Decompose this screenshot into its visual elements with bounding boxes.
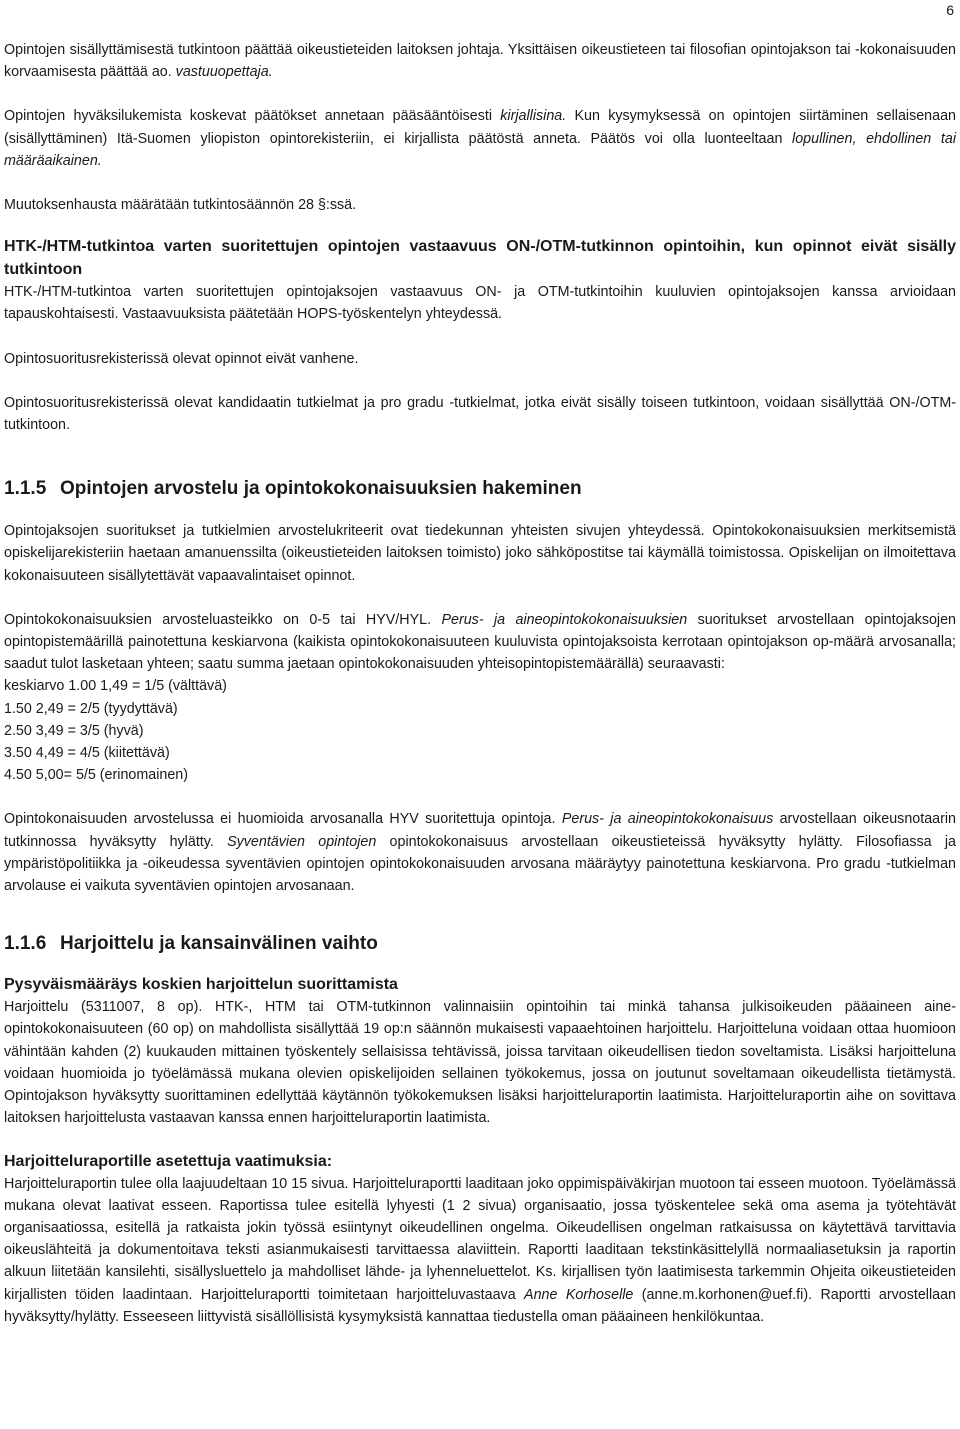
paragraph: Muutoksenhausta määrätään tutkintosäännön 28 §:ssä.: [4, 197, 357, 214]
paragraph-italic: Anne Korhoselle: [524, 1286, 634, 1303]
list-item: 3.50 4,49 = 4/5 (kiitettävä): [4, 745, 170, 762]
paragraph-italic: vastuuopettaja.: [175, 64, 273, 81]
paragraph-text: Opintokonaisuuden arvostelussa ei huomioida arvosanalla HYV suoritettuja opintoja.: [4, 811, 562, 828]
section-title: Opintojen arvostelu ja opintokokonaisuuksien hakeminen: [60, 478, 582, 500]
paragraph: Opintosuoritusrekisterissä olevat kandidaatin tutkielmat ja pro gradu -tutkielmat, jotka eivät sisälly toiseen tutkintoon, voidaan sisällyttää ON-/OTM-tutkintoon.: [4, 394, 956, 434]
paragraph-text: Harjoitteluraportin tulee olla laajuudeltaan 10 15 sivua. Harjoitteluraportti laaditaan joko oppimispäiväkirjan muotoon tai esseen muotoon. Työelämässä mukana olevat laativat esseen. Raportissa tulee esitellä lyhyesti (1 2 sivua) organisaatio, jossa työskentelee sekä oma asema ja työtehtävät organisaatiossa, esitellä ja ratkaista jokin työssä esiintynyt oikeudellinen ongelma. Oikeudellisen ongelman ratkaisussa on käytettävä tarvittavia oikeuslähteitä ja dokumentoitava teksti asianmukaisesti tarvittaessa alaviittein. Raportti laaditaan tekstinkäsittelyllä normaaliasetuksin ja raportin alkuun liitetään kansilehti, sisällysluettelo ja mahdolliset lähde- ja lyhenneluettelot. Ks. kirjallisen työn laatimisesta tarkemmin Ohjeita oikeustieteiden kirjallisten töiden laadintaan. Harjoitteluraportti toimitetaan harjoitteluvastaava: [4, 1175, 956, 1303]
paragraph-text: Kun kysymyksessä on opintojen siirtäminen sellaisenaan (sisällyttäminen) Itä-Suomen yliopiston opintorekisteriin, ei kirjallista päätöstä anneta. Päätös voi olla luonteeltaan: [4, 108, 956, 147]
paragraph-text: opintokokonaisuus arvostellaan oikeustieteissä hyväksytty hylätty. Filosofiassa ja ympäristöpolitiikka ja -oikeudessa syventävien opintojen opintokokonaisuuden arvosana määräytyy painotettuna keskiarvona. Pro gradu -tutkielman arvolause ei vaikuta syventävien opintojen arvosanaan.: [4, 833, 957, 895]
paragraph-text: arvostellaan oikeusnotaarin tutkinnossa hyväksytty hylätty.: [4, 811, 956, 850]
list-item: 1.50 2,49 = 2/5 (tyydyttävä): [4, 700, 178, 717]
paragraph-text: Opintojen hyväksilukemista koskevat päätökset annetaan pääsääntöisesti: [4, 108, 501, 125]
paragraph: [4, 39, 956, 83]
paragraph: [4, 105, 956, 172]
grade-scale-list: [4, 675, 956, 786]
paragraph: Opintosuoritusrekisterissä olevat opinnot eivät vanhene.: [4, 350, 359, 367]
paragraph-text: Opintojen sisällyttämisestä tutkintoon päättää oikeustieteiden laitoksen johtaja. Yksittäisen oikeustieteen tai filosofian opintojakson tai -kokonaisuuden korvaamisesta päättää ao.: [4, 42, 956, 81]
paragraph-text: (anne.m.korhonen@uef.fi). Raportti arvostellaan hyväksytty/hylätty. Esseeseen liittyvistä sisällöllisistä kysymyksistä kannattaa tiedustella oman pääaineen henkilökuntaa.: [4, 1286, 956, 1325]
paragraph: [4, 808, 956, 897]
paragraph-italic: kirjallisina.: [500, 108, 567, 125]
paragraph: [4, 1173, 956, 1328]
subsection-heading: Harjoitteluraportille asetettuja vaatimuksia:: [4, 1152, 333, 1170]
paragraph-italic: lopullinen, ehdollinen tai määräaikainen.: [4, 130, 957, 169]
section-heading: [4, 476, 956, 502]
document-page: [4, 0, 956, 1328]
subsection-heading: HTK-/HTM-tutkintoa varten suoritettujen opintojen vastaavuus ON-/OTM-tutkinnon opintoihin, kun opinnot eivät sisälly tutkintoon: [4, 238, 956, 279]
paragraph-text: Opintokokonaisuuksien arvosteluasteikko on 0-5 tai HYV/HYL.: [4, 611, 442, 628]
page-number: 6: [946, 2, 954, 18]
paragraph-italic: Perus- ja aineopintokokonaisuuksien: [441, 611, 688, 628]
paragraph-italic: Syventävien opintojen: [227, 833, 377, 850]
list-item: keskiarvo 1.00 1,49 = 1/5 (välttävä): [4, 678, 227, 695]
paragraph-text: suoritukset arvostellaan opintojaksojen opintopistemäärillä painotettuna keskiarvona (kaikista opintokokonaisuuteen kuuluvista opintojaksoista kerrotaan opintojakson op-määrä arvosanalla; saadut tulot lasketaan yhteen; saatu summa jaetaan opintokokonaisuuden yhteisopintopistemäärällä) seuraavasti:: [4, 611, 956, 673]
paragraph: [4, 609, 956, 676]
paragraph: Harjoittelu (5311007, 8 op). HTK-, HTM tai OTM-tutkinnon valinnaisiin opintoihin tai minkä tahansa julkisoikeuden pääaineen aineopintokokonaisuuteen (60 op) on mahdollista sisällyttää 19 op:n säännön mukaisesti vapaaehtoinen harjoittelu. Harjoitteluna voidaan ottaa huomioon vähintään kahden (2) kuukauden mittainen työskentely sellaisissa tehtävissä, joissa tarvitaan oikeudellisen tiedon soveltamista. Lisäksi harjoitteluna voidaan huomioida jo työelämässä mukana olevien opiskelijoiden sellainen työkokemus, jossa on joutunut soveltamaan oikeudellista tietämystä. Opintojakson hyväksytty suorittaminen edellyttää käytännön työkokemuksen lisäksi harjoitteluraportin laatimista. Harjoitteluraportin aihe on sovittava laitoksen harjoittelusta vastaavan kanssa ennen harjoitteluraportin laatimista.: [4, 999, 956, 1127]
list-item: 4.50 5,00= 5/5 (erinomainen): [4, 767, 188, 784]
list-item: 2.50 3,49 = 3/5 (hyvä): [4, 722, 144, 739]
section-title: Harjoittelu ja kansainvälinen vaihto: [60, 933, 378, 955]
section-number: 1.1.6: [4, 933, 47, 955]
paragraph: Opintojaksojen suoritukset ja tutkielmien arvostelukriteerit ovat tiedekunnan yhteisten sivujen yhteydessä. Opintokokonaisuuksien merkitsemistä opiskelijarekisteriin haetaan amanuenssilta (oikeustieteiden laitoksen toimisto) joko sähköpostitse tai käymällä toimistossa. Opiskelijan on ilmoitettava kokonaisuuteen sisällytettävät vapaavalintaiset opinnot.: [4, 523, 956, 584]
paragraph-italic: Perus- ja aineopintokokonaisuus: [561, 811, 774, 828]
subsection-heading: Pysyväismääräys koskien harjoittelun suorittamista: [4, 976, 398, 994]
paragraph: HTK-/HTM-tutkintoa varten suoritettujen opintojaksojen vastaavuus ON- ja OTM-tutkintoihin kuuluvien opintojaksojen kanssa arvioidaan tapauskohtaisesti. Vastaavuuksista päätetään HOPS-työskentelyn yhteydessä.: [4, 284, 956, 323]
section-heading: [4, 931, 956, 957]
section-number: 1.1.5: [4, 478, 47, 500]
